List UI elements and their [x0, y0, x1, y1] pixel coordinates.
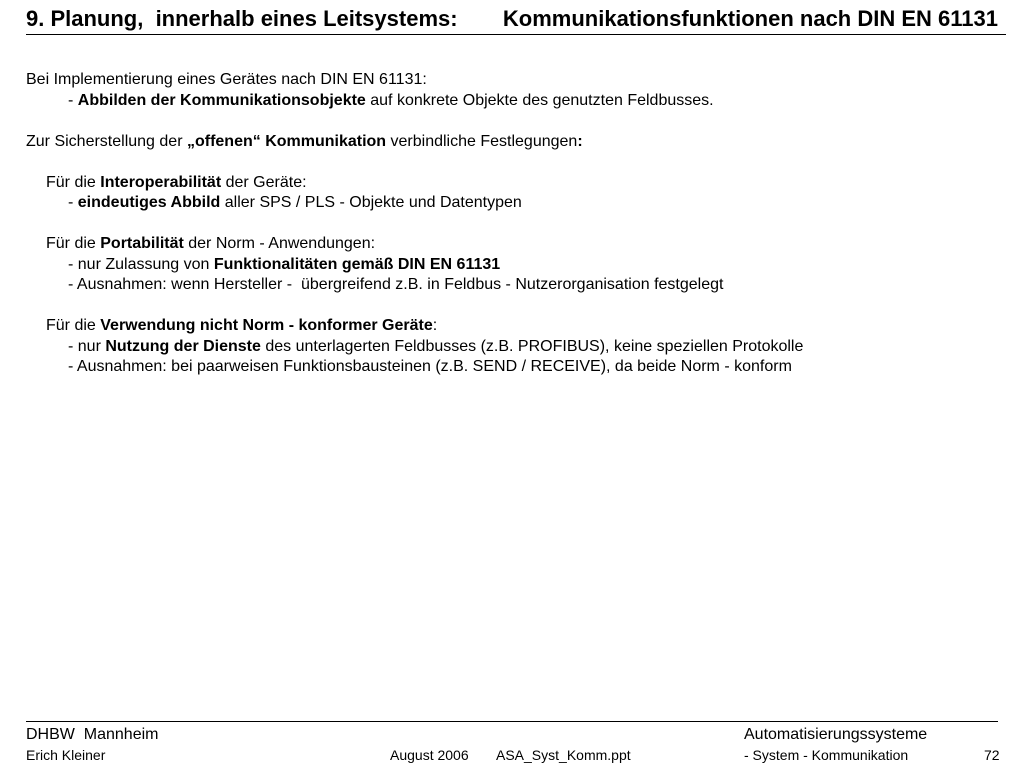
text-line — [26, 173, 986, 194]
text-run: auf konkrete Objekte des genutzten Feldbusses. — [365, 91, 714, 109]
bold-text: eindeutiges Abbild — [77, 194, 221, 211]
text-run: : — [432, 317, 438, 334]
text-line — [26, 234, 986, 255]
page-number: 72 — [984, 747, 1000, 763]
text-run: verbindliche Festlegungen — [386, 132, 578, 150]
footer-institution: DHBW Mannheim — [26, 726, 159, 743]
footer-filename: ASA_Syst_Komm.ppt — [496, 747, 631, 763]
text-line: - Ausnahmen: bei paarweisen Funktionsbausteinen (z.B. SEND / RECEIVE), da beide Norm - konform — [68, 358, 792, 375]
footer-author: Erich Kleiner — [26, 747, 106, 763]
text-run: der Norm - Anwendungen: — [183, 235, 376, 252]
bold-text: Interoperabilität — [100, 173, 222, 191]
text-run: Zur Sicherstellung der — [26, 132, 187, 150]
bold-text: Portabilität — [100, 235, 184, 252]
bold-text: : — [577, 132, 583, 150]
title-divider — [26, 34, 1006, 35]
bold-text: Nutzung der Dienste — [105, 337, 261, 355]
slide-subtitle: Kommunikationsfunktionen nach DIN EN 61131 — [502, 6, 998, 31]
text-line — [26, 193, 986, 214]
text-line — [26, 337, 986, 358]
text-line — [26, 316, 986, 337]
footer-date: August 2006 — [390, 747, 469, 763]
bold-text: „offenen“ Kommunikation — [186, 132, 387, 150]
text-line — [26, 91, 986, 112]
text-run: der Geräte: — [221, 173, 307, 191]
text-line: - Ausnahmen: wenn Hersteller - übergreifend z.B. in Feldbus - Nutzerorganisation festgelegt — [68, 276, 724, 293]
text-run: des unterlagerten Feldbusses (z.B. PROFIBUS), keine speziellen Protokolle — [260, 337, 804, 355]
footer-topic: - System - Kommunikation — [744, 747, 909, 763]
text-line — [26, 132, 986, 153]
text-run: - — [68, 194, 78, 211]
footer-divider — [26, 721, 998, 722]
bold-text: Verwendung nicht Norm - konformer Geräte — [100, 317, 433, 334]
text-run: aller SPS / PLS - Objekte und Datentypen — [220, 194, 522, 211]
slide-body — [26, 70, 986, 378]
text-run: - nur Zulassung von — [68, 255, 214, 273]
text-run: - — [68, 91, 78, 109]
text-run: - nur — [68, 337, 106, 355]
slide-title: 9. Planung, innerhalb eines Leitsystems: — [26, 6, 458, 31]
text-run: Für die — [46, 235, 101, 252]
text-run: Für die — [46, 317, 101, 334]
bold-text: Abbilden der Kommunikationsobjekte — [77, 91, 366, 109]
text-line: Bei Implementierung eines Gerätes nach DIN EN 61131: — [26, 71, 427, 88]
footer-course: Automatisierungssysteme — [744, 726, 928, 743]
bold-text: Funktionalitäten gemäß DIN EN 61131 — [213, 255, 501, 273]
text-run: Für die — [46, 173, 101, 191]
text-line — [26, 255, 986, 276]
